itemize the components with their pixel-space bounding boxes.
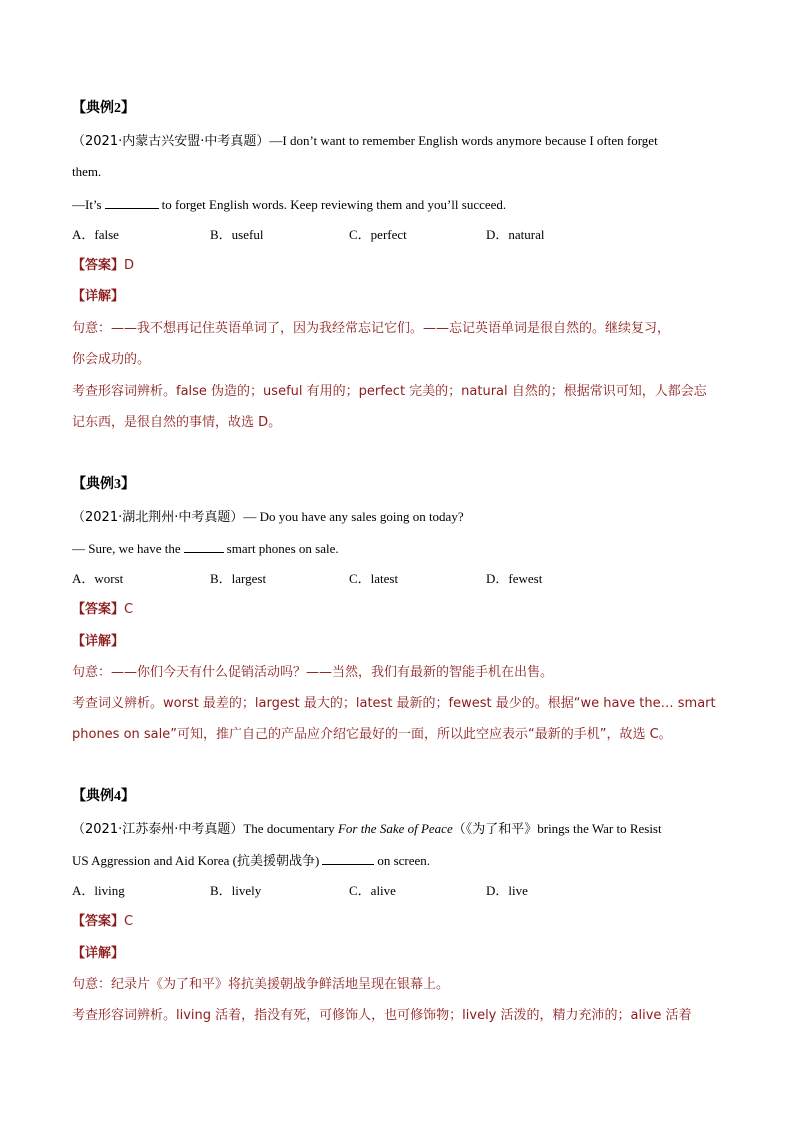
meaning-line: 句意：——你们今天有什么促销活动吗？——当然，我们有最新的智能手机在出售。: [72, 665, 554, 680]
question-line-cont: them.: [72, 164, 102, 179]
documentary-title: For the Sake of Peace: [337, 821, 453, 836]
question-line-2: US Aggression and Aid Korea (抗美援朝战争) on screen.: [72, 853, 431, 868]
option-d: D．fewest: [486, 571, 543, 586]
option-d: D．live: [486, 883, 528, 898]
example-title: 【典例4】: [72, 789, 135, 804]
answer-blank: [322, 851, 374, 865]
detail-label: 【详解】: [72, 289, 125, 304]
detail-label: 【详解】: [72, 946, 125, 961]
example-title: 【典例3】: [72, 477, 135, 492]
answer-blank: [105, 195, 159, 209]
example-title: 【典例2】: [72, 101, 135, 116]
option-b: B．useful: [210, 227, 264, 242]
option-a: A．living: [72, 883, 125, 898]
answer-value: D: [124, 258, 135, 273]
question-text: —I don’t want to remember English words anymore because I often forget: [269, 133, 658, 148]
question-source: （2021·江苏泰州·中考真题）: [72, 822, 244, 837]
question-source: （2021·内蒙古兴安盟·中考真题）: [72, 134, 270, 149]
question-line: （2021·江苏泰州·中考真题）The documentary For the Sake of Peace（《为了和平》brings the War to Resist: [72, 821, 662, 837]
question-line-2: —It’s to forget English words. Keep reviewing them and you’ll succeed.: [72, 197, 507, 212]
question-line-2: — Sure, we have the smart phones on sale.: [72, 541, 339, 556]
question-line: [72, 132, 658, 151]
option-d: D．natural: [486, 227, 545, 242]
detail-label: 【详解】: [72, 634, 125, 649]
question-source: （2021·湖北荆州·中考真题）: [72, 510, 244, 525]
option-a: A．false: [72, 227, 119, 242]
answer-line: 【答案】D: [72, 258, 135, 273]
option-c: C．latest: [349, 571, 399, 586]
answer-blank: [184, 539, 224, 553]
answer-line: 【答案】C: [72, 602, 134, 617]
meaning-line: 句意：纪录片《为了和平》将抗美援朝战争鲜活地呈现在银幕上。: [72, 977, 450, 992]
option-c: C．alive: [349, 883, 396, 898]
option-a: A．worst: [72, 571, 124, 586]
question-text: — Do you have any sales going on today?: [243, 509, 464, 524]
analysis-line: 考查词义辨析。worst 最差的；largest 最大的；latest 最新的；fewest 最少的。根据“we have the… smart: [72, 696, 716, 711]
answer-line: 【答案】C: [72, 914, 134, 929]
answer-value: C: [124, 914, 134, 929]
analysis-line-cont: 记东西，是很自然的事情，故选 D。: [72, 415, 282, 430]
question-line: [72, 508, 464, 527]
option-c: C．perfect: [349, 227, 407, 242]
option-b: B．largest: [210, 571, 267, 586]
analysis-line-cont: phones on sale”可知，推广自己的产品应介绍它最好的一面，所以此空应表示“最新的手机”，故选 C。: [72, 727, 672, 742]
meaning-line: 句意：——我不想再记住英语单词了，因为我经常忘记它们。——忘记英语单词是很自然的。继续复习，: [72, 321, 671, 336]
option-b: B．lively: [210, 883, 262, 898]
answer-value: C: [124, 602, 134, 617]
meaning-line-cont: 你会成功的。: [72, 352, 151, 367]
analysis-line: 考查形容词辨析。false 伪造的；useful 有用的；perfect 完美的；natural 自然的；根据常识可知，人都会忘: [72, 384, 707, 399]
analysis-line: 考查形容词辨析。living 活着，指没有死，可修饰人，也可修饰物；lively 活泼的，精力充沛的；alive 活着: [72, 1008, 692, 1023]
